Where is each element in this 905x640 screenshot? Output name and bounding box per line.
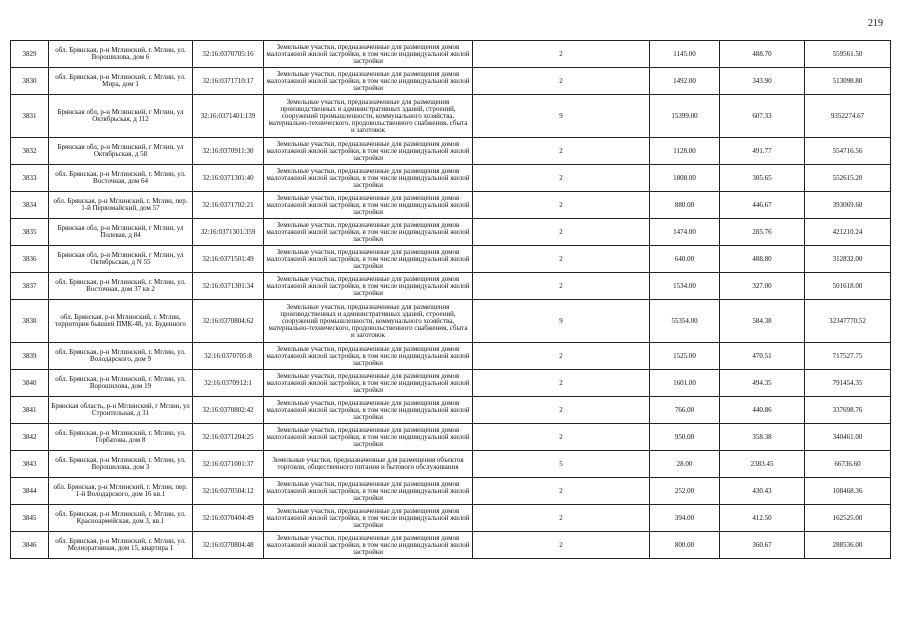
- group-cell: 2: [473, 397, 650, 424]
- cadastral-value-cell: 791454.35: [805, 370, 891, 397]
- specific-value-cell: 305.65: [720, 165, 805, 192]
- table-row: [11, 451, 891, 478]
- cadastral-value-cell: 393069.60: [805, 192, 891, 219]
- specific-value-cell: 360.67: [720, 532, 805, 559]
- cadastral-value-cell: 337698.76: [805, 397, 891, 424]
- address-cell: Брянская обл, р-н Мглинский, г Мглин, ул Октябрьская, д 112: [49, 95, 193, 138]
- specific-value-cell: 491.77: [720, 138, 805, 165]
- group-cell: 2: [473, 532, 650, 559]
- specific-value-cell: 494.35: [720, 370, 805, 397]
- area-cell: 1808.00: [650, 165, 720, 192]
- area-cell: 15399.00: [650, 95, 720, 138]
- cadastral-value-cell: 421210.24: [805, 219, 891, 246]
- row-number-cell: 3833: [11, 165, 49, 192]
- specific-value-cell: 327.00: [720, 273, 805, 300]
- row-number-cell: 3829: [11, 41, 49, 68]
- group-cell: 2: [473, 138, 650, 165]
- address-cell: обл. Брянская, р-н Мглинский, г. Мглин, ул. Мира, дом 1: [49, 68, 193, 95]
- cadastral-number-cell: 32:16:0370804:48: [193, 532, 264, 559]
- row-number-cell: 3835: [11, 219, 49, 246]
- address-cell: обл. Брянская, р-н Мглинский, г. Мглин, пер. 1-й Володарского, дом 16 кв.1: [49, 478, 193, 505]
- cadastral-number-cell: 32:16:0371702:21: [193, 192, 264, 219]
- land-use-cell: Земельные участки, предназначенные для размещения домов малоэтажной жилой застройки, в том числе индивидуальной жилой застройки: [264, 165, 473, 192]
- row-number-cell: 3832: [11, 138, 49, 165]
- specific-value-cell: 488.80: [720, 246, 805, 273]
- table-row: [11, 95, 891, 138]
- cadastral-value-cell: 340461.00: [805, 424, 891, 451]
- table-row: [11, 343, 891, 370]
- cadastral-number-cell: 32:16:0371301:40: [193, 165, 264, 192]
- land-use-cell: Земельные участки, предназначенные для размещения домов малоэтажной жилой застройки, в том числе индивидуальной жилой застройки: [264, 397, 473, 424]
- specific-value-cell: 358.38: [720, 424, 805, 451]
- land-use-cell: Земельные участки, предназначенные для размещения производственных и административных зданий, строений, сооружений промышленности, коммунального хозяйства, материально-технического, продовольственного снабжения, сбыта и заготовок: [264, 95, 473, 138]
- area-cell: 252.00: [650, 478, 720, 505]
- row-number-cell: 3837: [11, 273, 49, 300]
- address-cell: обл. Брянская, р-н Мглинский, г. Мглин, ул. Красноармейская, дом 3, кв.1: [49, 505, 193, 532]
- area-cell: 1145.00: [650, 41, 720, 68]
- address-cell: обл. Брянская, р-н Мглинский, г. Мглин, ул. Ворошилова, дом 19: [49, 370, 193, 397]
- area-cell: 1525.00: [650, 343, 720, 370]
- cadastral-number-cell: 32:16:0371710:17: [193, 68, 264, 95]
- cadastral-value-cell: 312832.00: [805, 246, 891, 273]
- cadastral-number-cell: 32:16:0370404:49: [193, 505, 264, 532]
- land-use-cell: Земельные участки, предназначенные для размещения домов малоэтажной жилой застройки, в том числе индивидуальной жилой застройки: [264, 41, 473, 68]
- table-row: [11, 424, 891, 451]
- address-cell: Брянская обл, р-н Мглинский, г Мглин, ул Октябрьская, д 58: [49, 138, 193, 165]
- area-cell: 880.00: [650, 192, 720, 219]
- area-cell: 1601.00: [650, 370, 720, 397]
- cadastral-value-cell: 32347770.52: [805, 300, 891, 343]
- registry-body: [11, 41, 891, 559]
- area-cell: 640.00: [650, 246, 720, 273]
- table-row: [11, 219, 891, 246]
- address-cell: обл. Брянская, р-н Мглинский, г. Мглин, территория бывшей ПМК-48, ул. Буденного: [49, 300, 193, 343]
- page-number: 219: [868, 18, 883, 29]
- row-number-cell: 3845: [11, 505, 49, 532]
- row-number-cell: 3846: [11, 532, 49, 559]
- row-number-cell: 3834: [11, 192, 49, 219]
- land-use-cell: Земельные участки, предназначенные для размещения домов малоэтажной жилой застройки, в том числе индивидуальной жилой застройки: [264, 478, 473, 505]
- land-use-cell: Земельные участки, предназначенные для размещения домов малоэтажной жилой застройки, в том числе индивидуальной жилой застройки: [264, 273, 473, 300]
- specific-value-cell: 584.38: [720, 300, 805, 343]
- cadastral-value-cell: 717527.75: [805, 343, 891, 370]
- group-cell: 2: [473, 192, 650, 219]
- specific-value-cell: 285.76: [720, 219, 805, 246]
- table-row: [11, 246, 891, 273]
- land-use-cell: Земельные участки, предназначенные для размещения производственных и административных зданий, строений, сооружений промышленности, коммунального хозяйства, материально-технического, продовольственного снабжения, сбыта и заготовок: [264, 300, 473, 343]
- row-number-cell: 3831: [11, 95, 49, 138]
- cadastral-value-cell: 9352274.67: [805, 95, 891, 138]
- table-row: [11, 138, 891, 165]
- address-cell: обл. Брянская, р-н Мглинский, г. Мглин, пер. 1-й Первомайский, дом 57: [49, 192, 193, 219]
- land-use-cell: Земельные участки, предназначенные для размещения домов малоэтажной жилой застройки, в том числе индивидуальной жилой застройки: [264, 505, 473, 532]
- cadastral-value-cell: 552615.20: [805, 165, 891, 192]
- table-row: [11, 532, 891, 559]
- row-number-cell: 3844: [11, 478, 49, 505]
- group-cell: 2: [473, 478, 650, 505]
- specific-value-cell: 412.50: [720, 505, 805, 532]
- cadastral-value-cell: 513098.80: [805, 68, 891, 95]
- area-cell: 950.00: [650, 424, 720, 451]
- specific-value-cell: 430.43: [720, 478, 805, 505]
- land-use-cell: Земельные участки, предназначенные для размещения домов малоэтажной жилой застройки, в том числе индивидуальной жилой застройки: [264, 68, 473, 95]
- cadastral-number-cell: 32:16:0371501:49: [193, 246, 264, 273]
- cadastral-number-cell: 32:16:0370911:30: [193, 138, 264, 165]
- table-row: [11, 68, 891, 95]
- table-row: [11, 478, 891, 505]
- row-number-cell: 3841: [11, 397, 49, 424]
- group-cell: 2: [473, 424, 650, 451]
- land-use-cell: Земельные участки, предназначенные для размещения домов малоэтажной жилой застройки, в том числе индивидуальной жилой застройки: [264, 532, 473, 559]
- cadastral-number-cell: 32:16:0370912:1: [193, 370, 264, 397]
- row-number-cell: 3840: [11, 370, 49, 397]
- area-cell: 766.00: [650, 397, 720, 424]
- table-row: [11, 41, 891, 68]
- row-number-cell: 3830: [11, 68, 49, 95]
- address-cell: обл. Брянская, р-н Мглинский, г. Мглин, ул. Ворошилова, дом 6: [49, 41, 193, 68]
- specific-value-cell: 343.90: [720, 68, 805, 95]
- cadastral-number-cell: 32:16:0371301:34: [193, 273, 264, 300]
- row-number-cell: 3843: [11, 451, 49, 478]
- specific-value-cell: 2383.45: [720, 451, 805, 478]
- group-cell: 2: [473, 246, 650, 273]
- specific-value-cell: 607.33: [720, 95, 805, 138]
- group-cell: 2: [473, 505, 650, 532]
- land-use-cell: Земельные участки, предназначенные для размещения домов малоэтажной жилой застройки, в том числе индивидуальной жилой застройки: [264, 219, 473, 246]
- group-cell: 2: [473, 370, 650, 397]
- land-use-cell: Земельные участки, предназначенные для размещения домов малоэтажной жилой застройки, в том числе индивидуальной жилой застройки: [264, 138, 473, 165]
- cadastral-number-cell: 32:16:0370705:8: [193, 343, 264, 370]
- row-number-cell: 3842: [11, 424, 49, 451]
- group-cell: 5: [473, 451, 650, 478]
- cadastral-value-cell: 162525.00: [805, 505, 891, 532]
- group-cell: 2: [473, 68, 650, 95]
- land-registry-table: [10, 40, 891, 559]
- cadastral-number-cell: 32:16:0370804:62: [193, 300, 264, 343]
- cadastral-number-cell: 32:16:0371001:37: [193, 451, 264, 478]
- table-row: [11, 505, 891, 532]
- address-cell: Брянская обл, р-н Мглинский, г Мглин, ул Октябрьская, д N 55: [49, 246, 193, 273]
- group-cell: 2: [473, 165, 650, 192]
- cadastral-value-cell: 559561.50: [805, 41, 891, 68]
- specific-value-cell: 488.70: [720, 41, 805, 68]
- row-number-cell: 3839: [11, 343, 49, 370]
- land-use-cell: Земельные участки, предназначенные для размещения домов малоэтажной жилой застройки, в том числе индивидуальной жилой застройки: [264, 370, 473, 397]
- address-cell: Брянская обл, р-н Мглинский, г Мглин, ул Полевая, д 84: [49, 219, 193, 246]
- table-row: [11, 273, 891, 300]
- group-cell: 2: [473, 219, 650, 246]
- table-row: [11, 300, 891, 343]
- area-cell: 55354.00: [650, 300, 720, 343]
- cadastral-value-cell: 108468.36: [805, 478, 891, 505]
- cadastral-number-cell: 32:16:0370504:12: [193, 478, 264, 505]
- address-cell: обл. Брянская, р-н Мглинский, г. Мглин, ул. Володарского, дом 9: [49, 343, 193, 370]
- group-cell: 9: [473, 300, 650, 343]
- cadastral-number-cell: 32:16:0371301:359: [193, 219, 264, 246]
- land-use-cell: Земельные участки, предназначенные для размещения домов малоэтажной жилой застройки, в том числе индивидуальной жилой застройки: [264, 343, 473, 370]
- row-number-cell: 3836: [11, 246, 49, 273]
- land-use-cell: Земельные участки, предназначенные для размещения домов малоэтажной жилой застройки, в том числе индивидуальной жилой застройки: [264, 246, 473, 273]
- cadastral-value-cell: 288536.00: [805, 532, 891, 559]
- land-use-cell: Земельные участки, предназначенные для размещения объектов торговли, общественного питания и бытового обслуживания: [264, 451, 473, 478]
- address-cell: Брянская область, р-н Мглинский, г Мглин, ул Строительная, д 31: [49, 397, 193, 424]
- row-number-cell: 3838: [11, 300, 49, 343]
- table-row: [11, 192, 891, 219]
- address-cell: обл. Брянская, р-н Мглинский, г. Мглин, ул. Горбатова, дом 8: [49, 424, 193, 451]
- group-cell: 2: [473, 273, 650, 300]
- land-use-cell: Земельные участки, предназначенные для размещения домов малоэтажной жилой застройки, в том числе индивидуальной жилой застройки: [264, 192, 473, 219]
- table-row: [11, 397, 891, 424]
- specific-value-cell: 446.67: [720, 192, 805, 219]
- group-cell: 2: [473, 343, 650, 370]
- cadastral-number-cell: 32:16:0370705:16: [193, 41, 264, 68]
- area-cell: 1474.00: [650, 219, 720, 246]
- area-cell: 394.00: [650, 505, 720, 532]
- cadastral-value-cell: 66736.60: [805, 451, 891, 478]
- cadastral-number-cell: 32:16:0371204:25: [193, 424, 264, 451]
- specific-value-cell: 470.51: [720, 343, 805, 370]
- table-row: [11, 370, 891, 397]
- area-cell: 1128.00: [650, 138, 720, 165]
- land-use-cell: Земельные участки, предназначенные для размещения домов малоэтажной жилой застройки, в том числе индивидуальной жилой застройки: [264, 424, 473, 451]
- address-cell: обл. Брянская, р-н Мглинский, г. Мглин, ул. Ворошилова, дом 3: [49, 451, 193, 478]
- group-cell: 2: [473, 41, 650, 68]
- area-cell: 1492.00: [650, 68, 720, 95]
- table-row: [11, 165, 891, 192]
- specific-value-cell: 440.86: [720, 397, 805, 424]
- area-cell: 1534.00: [650, 273, 720, 300]
- area-cell: 28.00: [650, 451, 720, 478]
- cadastral-number-cell: 32:16:0370802:42: [193, 397, 264, 424]
- address-cell: обл. Брянская, р-н Мглинский, г. Мглин, ул. Восточная, дом 37 кв 2: [49, 273, 193, 300]
- cadastral-value-cell: 501618.00: [805, 273, 891, 300]
- cadastral-number-cell: 32:16:0371401:139: [193, 95, 264, 138]
- address-cell: обл. Брянская, р-н Мглинский, г. Мглин, ул. Мелиоративная, дом 15, квартира 1: [49, 532, 193, 559]
- group-cell: 9: [473, 95, 650, 138]
- address-cell: обл. Брянская, р-н Мглинский, г. Мглин, ул. Восточная, дом 64: [49, 165, 193, 192]
- area-cell: 800.00: [650, 532, 720, 559]
- cadastral-value-cell: 554716.56: [805, 138, 891, 165]
